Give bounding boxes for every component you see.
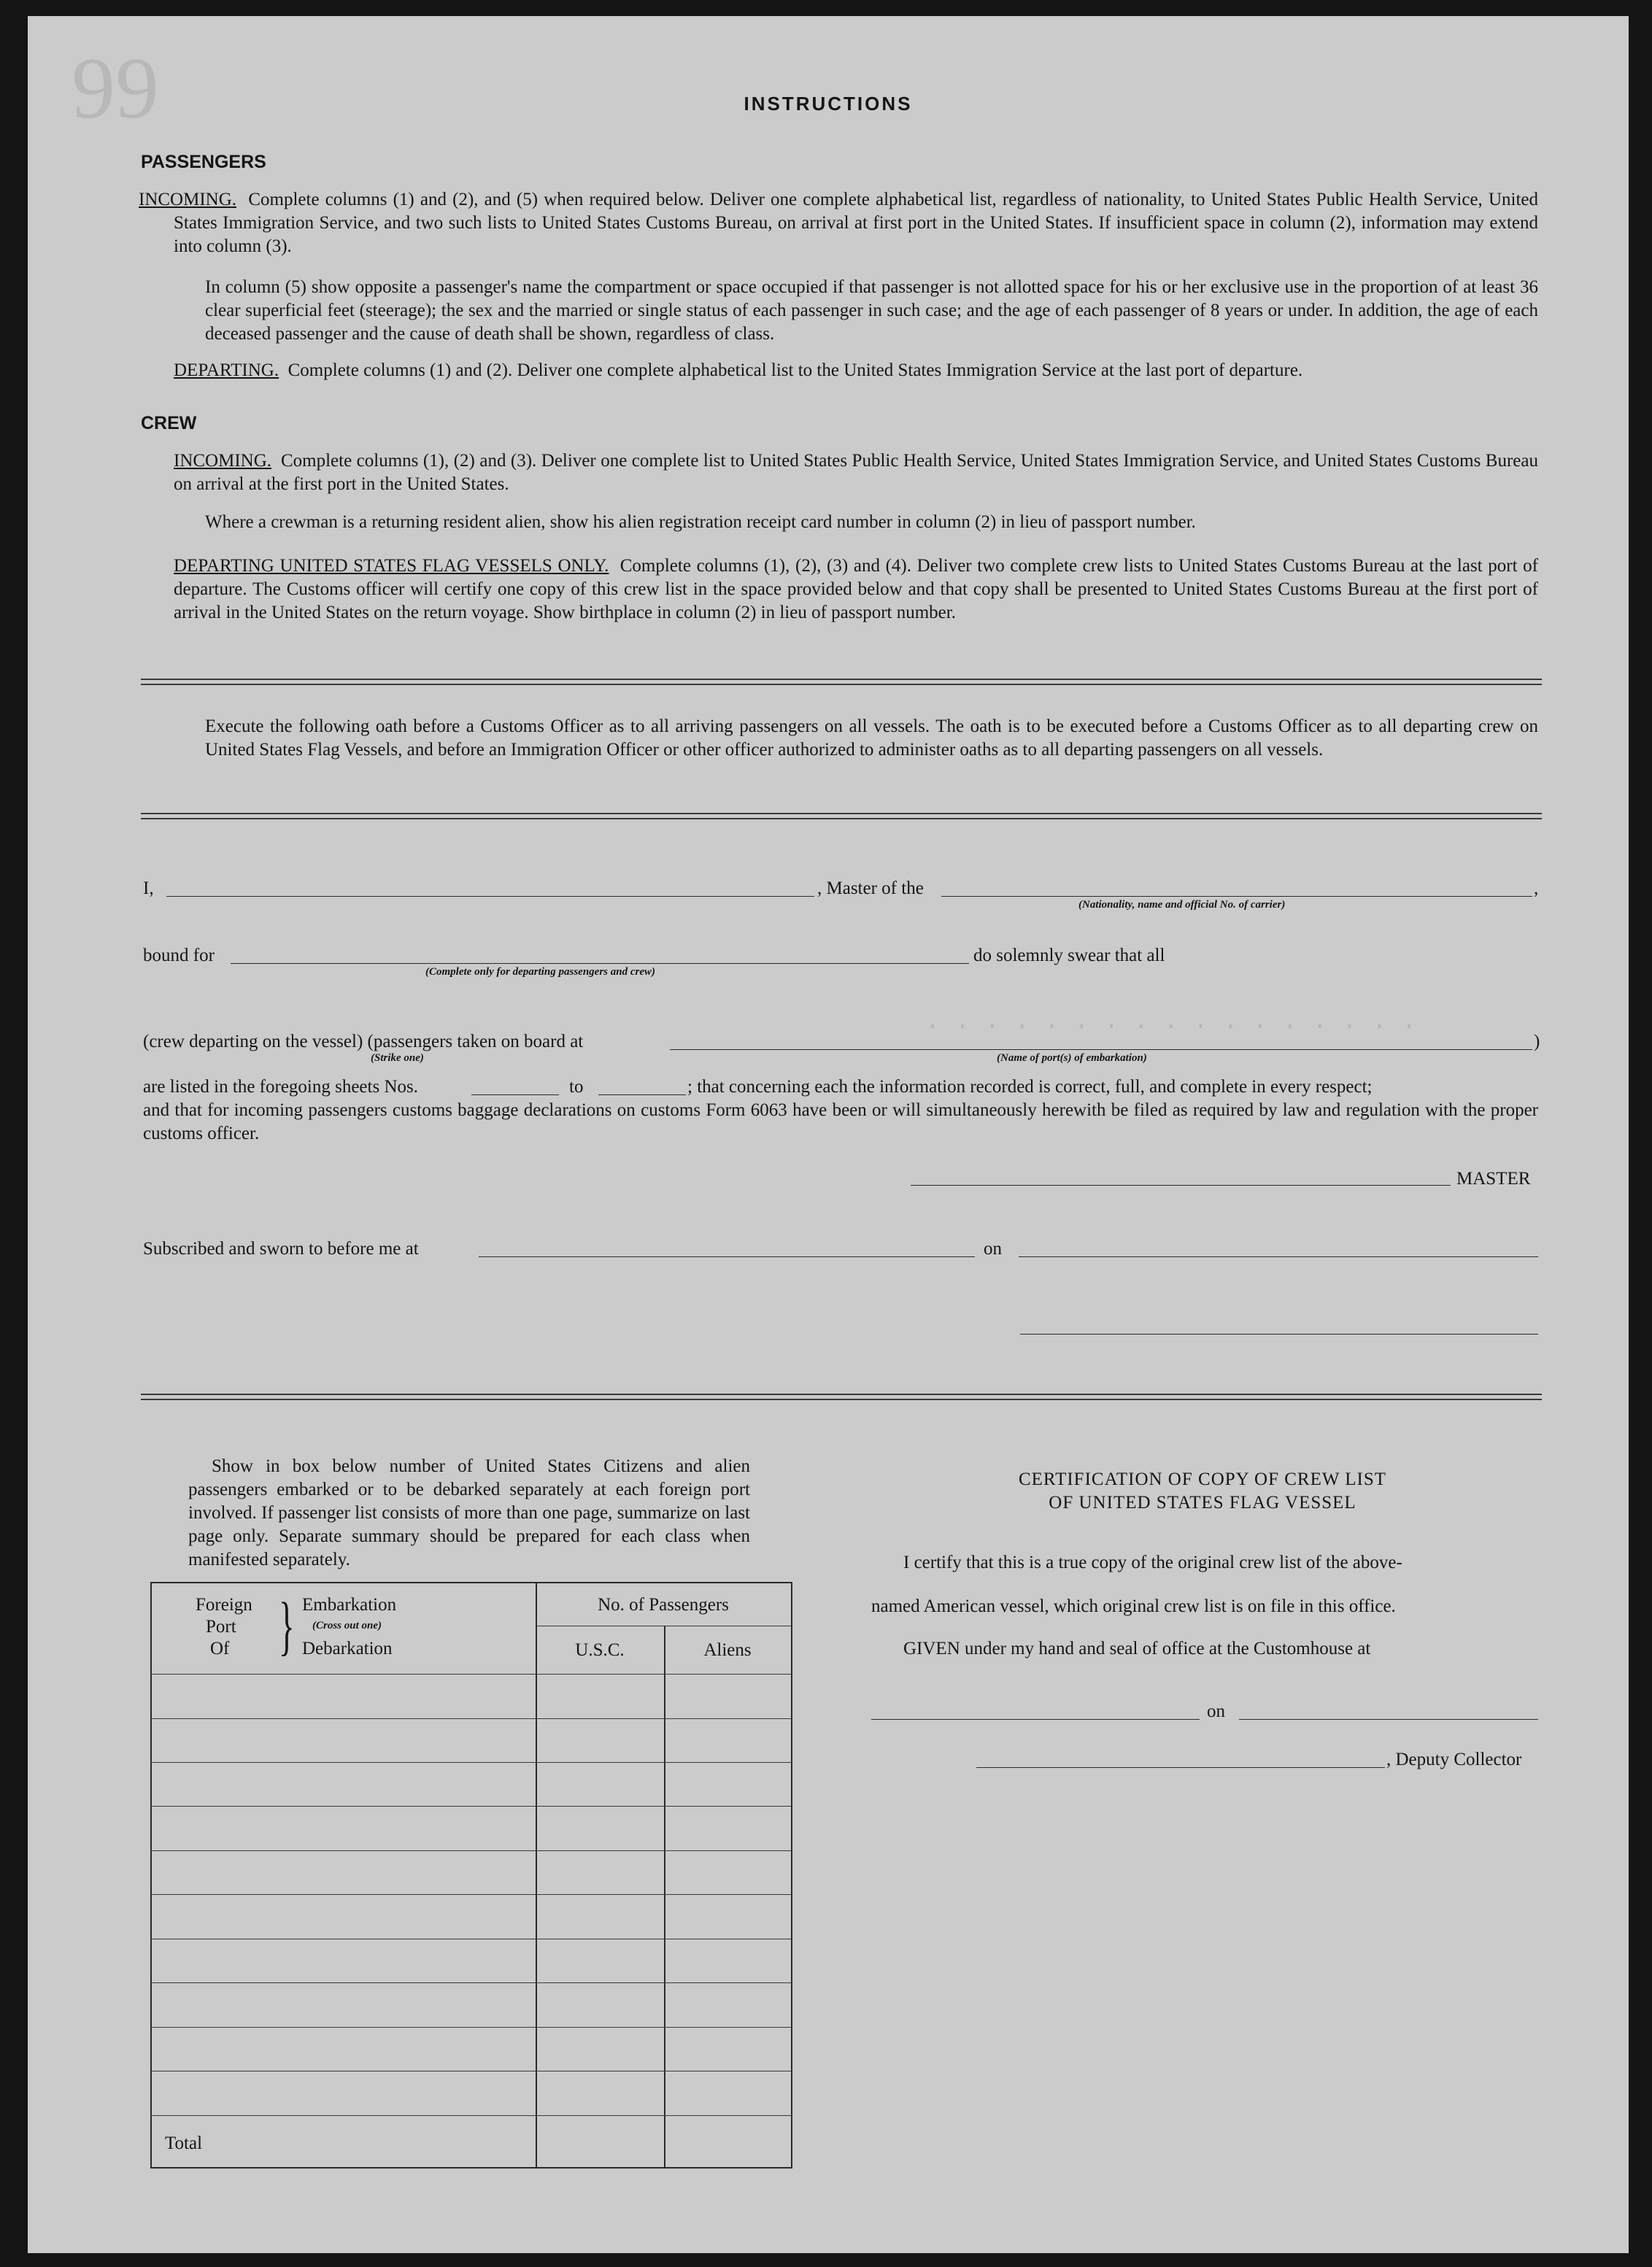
strike-one-caption: (Strike one) [371,1052,424,1064]
sheet-from-field[interactable] [471,1094,559,1095]
deputy-collector-signature-field[interactable] [976,1767,1385,1768]
listed-text-b: ; that concerning each the information recorded is correct, full, and complete in every respect; [687,1077,1373,1097]
table-row [152,1718,791,1719]
bound-for-label: bound for [143,946,215,965]
oath-trailing-comma: , [1534,878,1539,898]
section-divider [141,813,1542,819]
table-divider [536,1583,537,2167]
crew-departing-paragraph [174,555,1538,625]
crew-passengers-text: (crew departing on the vessel) (passengers taken on board at [143,1032,584,1051]
sworn-place-field[interactable] [479,1256,975,1257]
header-aliens: Aliens [703,1640,752,1660]
crew-resident-paragraph: Where a crewman is a returning resident alien, show his alien registration receipt card number in column (2) in lieu of passport number. [205,512,1196,532]
section-divider [141,1394,1542,1400]
passengers-incoming-paragraph [139,188,1538,258]
section-divider [141,679,1542,685]
page-title: INSTRUCTIONS [744,93,913,115]
certify-line-a: I certify that this is a true copy of the original crew list of the above- [903,1553,1402,1572]
table-row [152,1806,791,1807]
carrier-field[interactable] [941,896,1532,897]
certification-title-2: OF UNITED STATES FLAG VESSEL [1049,1493,1356,1513]
listed-to-label: to [569,1077,584,1097]
header-debarkation: Debarkation [302,1639,393,1658]
passengers-departing-paragraph [174,359,1538,382]
table-divider [152,1674,791,1675]
ports-caption: (Name of port(s) of embarkation) [997,1052,1147,1064]
given-line: GIVEN under my hand and seal of office at the Customhouse at [903,1639,1371,1658]
table-row [152,1762,791,1763]
master-signature-field[interactable] [911,1185,1451,1186]
crew-section-title: CREW [141,413,197,433]
sworn-on-label: on [984,1239,1002,1259]
table-divider [664,1626,665,2167]
crew-departing-text: Complete columns (1), (2), (3) and (4). Deliver two complete crew lists to United States Customs Bureau at the last port of departure. The Customs officer will certify one copy of this crew list in the space provided below and that copy shall be presented to United States Customs Bureau at the first port of arrival in the United States on the return voyage. Show birthplace in column (2) in lieu of passport number. [174,556,1539,622]
header-cross-out: (Cross out one) [312,1620,382,1631]
officer-signature-field[interactable] [1020,1334,1538,1335]
certification-title-1: CERTIFICATION OF COPY OF CREW LIST [1018,1470,1387,1489]
oath-intro-paragraph: Execute the following oath before a Customs Officer as to all arriving passengers on all vessels. The oath is to be executed before a Customs Officer as to all departing crew on United States Flag Vessels, and before an Immigration Officer or other officer authorized to administer oaths as to all departing passengers on all vessels. [205,717,1538,760]
carrier-caption: (Nationality, name and official No. of carrier) [1078,899,1286,911]
subscribed-text: Subscribed and sworn to before me at [143,1239,419,1259]
passengers-incoming-text: Complete columns (1) and (2), and (5) when required below. Deliver one complete alphabetical list, regardless of nationality, to United States Public Health Service, United States Immigration Service, and two such lists to United States Customs Bureau, on arrival at first port in the United States. If insufficient space in column (2), information may extend into column (3). [174,190,1538,256]
sworn-date-field[interactable] [1019,1256,1538,1257]
table-row [152,2115,791,2116]
table-row [152,1850,791,1851]
header-port: Port [206,1617,236,1637]
bleed-through-text: . . . . . . . . . . . . . . . . . [925,1008,1417,1036]
swear-text: do solemnly swear that all [973,946,1165,965]
header-foreign: Foreign [196,1595,252,1615]
passengers-departing-label: DEPARTING. [174,360,279,380]
master-name-field[interactable] [166,896,814,897]
embarkation-ports-field[interactable] [670,1049,1532,1050]
header-of: Of [210,1639,230,1658]
oath-i-label: I, [143,878,154,898]
form-page [28,16,1629,2253]
deputy-collector-label: , Deputy Collector [1386,1750,1522,1769]
crew-departing-label: DEPARTING UNITED STATES FLAG VESSELS ONLY. [174,556,609,576]
certify-date-field[interactable] [1239,1719,1538,1720]
header-no-passengers: No. of Passengers [598,1595,729,1615]
table-row [152,2027,791,2028]
certify-line-b: named American vessel, which original crew list is on file in this office. [871,1596,1396,1616]
passenger-summary-table [150,1582,792,2168]
header-brace: } [279,1590,295,1662]
crew-incoming-paragraph [174,449,1538,496]
passengers-departing-text: Complete columns (1) and (2). Deliver one complete alphabetical list to the United States Immigration Service at the last port of departure. [287,360,1303,380]
master-of-label: , Master of the [817,878,924,898]
crew-incoming-text: Complete columns (1), (2) and (3). Deliver one complete list to United States Public Health Service, United States Immigration Service, and United States Customs Bureau on arrival at the first port in the United States. [174,451,1538,494]
certify-on-label: on [1207,1702,1225,1721]
table-row [152,1894,791,1895]
sheet-to-field[interactable] [598,1094,686,1095]
listed-text-a: are listed in the foregoing sheets Nos. [143,1077,418,1097]
master-label: MASTER [1456,1169,1531,1189]
bound-for-field[interactable] [231,963,969,964]
total-label: Total [165,2133,203,2153]
close-paren: ) [1534,1032,1540,1051]
table-row [152,1982,791,1983]
passengers-incoming-label: INCOMING. [139,190,237,209]
passengers-column5-paragraph: In column (5) show opposite a passenger's name the compartment or space occupied if that passenger is not allotted space for his or her exclusive use in the proportion of at least 36 clear superficial feet (steerage); the sex and the married or single status of each passenger in such case; and the age of each passenger of 8 years or under. In addition, the age of each deceased passenger and the cause of death shall be shown, regardless of class. [205,277,1538,344]
bound-for-caption: (Complete only for departing passengers and crew) [425,966,655,978]
passengers-section-title: PASSENGERS [141,152,266,172]
header-embarkation: Embarkation [302,1595,397,1615]
summary-instructions: Show in box below number of United States Citizens and alien passengers embarked or to be debarked separately at each foreign port involved. If passenger list consists of more than one page, summarize on last page only. Separate summary should be prepared for each class when manifested separately. [188,1456,750,1569]
bleed-through-stamp: 99 [72,39,159,136]
header-usc: U.S.C. [575,1640,625,1660]
crew-incoming-label: INCOMING. [174,451,272,471]
listed-text-rest: and that for incoming passengers customs baggage declarations on customs Form 6063 have been or will simultaneously herewith be filed as required by law and regulation with the proper customs officer. [143,1100,1538,1143]
customhouse-place-field[interactable] [871,1719,1200,1720]
